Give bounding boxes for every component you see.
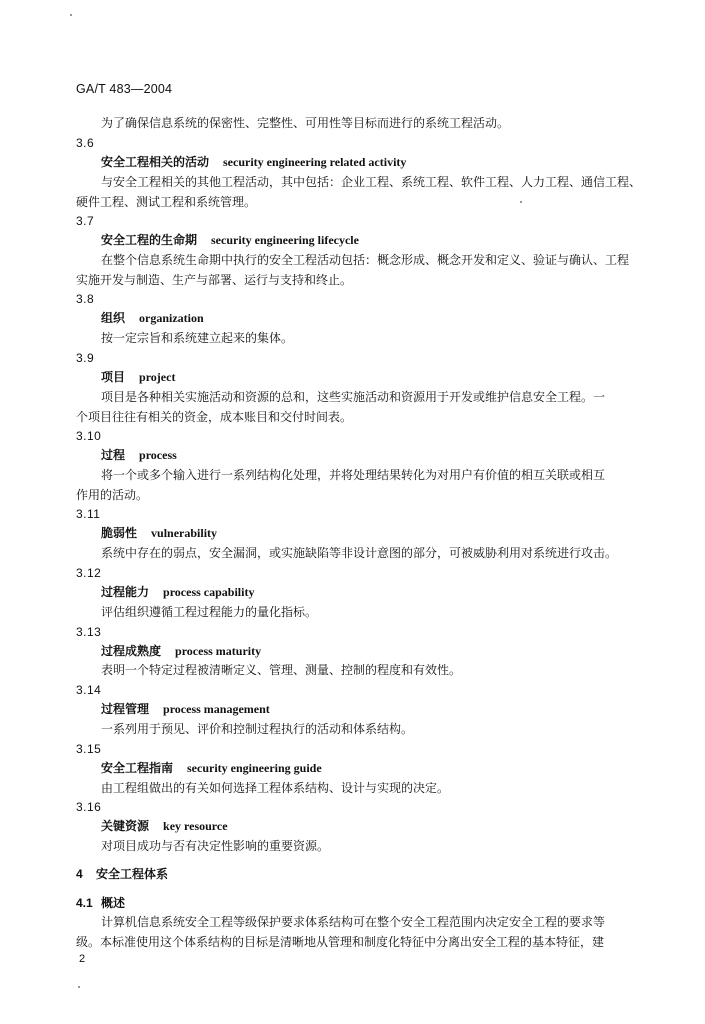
term-heading (101, 232, 359, 248)
term-zh: 过程成熟度 (101, 644, 162, 658)
subsection-number: 4.1 (76, 896, 93, 910)
definition-line: 由工程组做出的有关如何选择工程体系结构、设计与实现的决定。 (101, 781, 450, 795)
definition-line: 将一个或多个输入进行一系列结构化处理，并将处理结果转化为对用户有价值的相互关联或相互 (101, 468, 606, 482)
definition-line: 按一定宗旨和系统建立起来的集体。 (101, 331, 294, 345)
term-heading (101, 310, 204, 326)
definition-line: 个项目往往有相关的资金，成本账目和交付时间表。 (76, 410, 353, 424)
definition-line: 作用的活动。 (76, 488, 149, 502)
term-zh: 项目 (101, 370, 126, 384)
paragraph-line: 级。本标准使用这个体系结构的目标是清晰地从管理和制度化特征中分离出安全工程的基本特征，建 (76, 935, 605, 949)
definition-line: 硬件工程、测试工程和系统管理。 (76, 195, 257, 209)
clause-number: 3.6 (76, 136, 95, 150)
intro-line: 为了确保信息系统的保密性、完整性、可用性等目标而进行的系统工程活动。 (101, 116, 510, 130)
standard-code: GA/T 483—2004 (76, 82, 173, 96)
clause-number: 3.11 (76, 507, 101, 521)
term-heading (101, 525, 217, 541)
scan-speck (78, 986, 80, 988)
definition-line: 评估组织遵循工程过程能力的量化指标。 (101, 605, 318, 619)
clause-number: 3.10 (76, 429, 102, 443)
definition-line: 系统中存在的弱点，安全漏洞，或实施缺陷等非设计意图的部分，可被威胁利用对系统进行攻击。 (101, 546, 618, 560)
term-en: organization (139, 311, 204, 325)
term-en: project (139, 370, 176, 384)
scan-speck (520, 201, 522, 203)
term-en: security engineering guide (187, 761, 322, 775)
clause-number: 3.14 (76, 683, 102, 697)
term-heading (101, 154, 406, 170)
definition-line: 对项目成功与否有决定性影响的重要资源。 (101, 839, 330, 853)
definition-line: 一系列用于预见、评价和控制过程执行的活动和体系结构。 (101, 722, 414, 736)
section-heading (76, 866, 168, 882)
term-heading (101, 760, 322, 776)
term-zh: 过程管理 (101, 702, 150, 716)
definition-line: 项目是各种相关实施活动和资源的总和，这些实施活动和资源用于开发或维护信息安全工程。一 (101, 390, 606, 404)
term-en: process maturity (175, 644, 262, 658)
definition-line: 与安全工程相关的其他工程活动，其中包括：企业工程、系统工程、软件工程、人力工程、通信工程、 (101, 175, 642, 189)
clause-number: 3.13 (76, 625, 102, 639)
clause-number: 3.12 (76, 566, 102, 580)
term-en: process management (163, 702, 270, 716)
term-zh: 安全工程指南 (101, 761, 174, 775)
clause-number: 3.7 (76, 214, 95, 228)
definition-line: 实施开发与制造、生产与部署、运行与支持和终止。 (76, 273, 353, 287)
term-en: security engineering lifecycle (211, 233, 359, 247)
term-heading (101, 369, 175, 385)
term-en: process capability (163, 585, 255, 599)
clause-number: 3.9 (76, 351, 95, 365)
term-heading (101, 701, 270, 717)
term-zh: 脆弱性 (101, 526, 138, 540)
subsection-heading (76, 895, 125, 911)
clause-number: 3.15 (76, 742, 102, 756)
term-en: security engineering related activity (223, 155, 407, 169)
clause-number: 3.16 (76, 800, 102, 814)
section-title: 安全工程体系 (96, 867, 169, 881)
section-number: 4 (76, 867, 83, 881)
term-zh: 过程 (101, 448, 126, 462)
scan-speck (70, 14, 72, 16)
term-zh: 关键资源 (101, 819, 150, 833)
term-heading (101, 818, 228, 834)
page-number: 2 (79, 953, 86, 965)
term-zh: 安全工程的生命期 (101, 233, 198, 247)
subsection-title: 概述 (101, 896, 126, 910)
term-heading (101, 643, 261, 659)
definition-line: 表明一个特定过程被清晰定义、管理、测量、控制的程度和有效性。 (101, 663, 462, 677)
term-zh: 安全工程相关的活动 (101, 155, 210, 169)
term-en: key resource (163, 819, 228, 833)
term-zh: 组织 (101, 311, 126, 325)
term-heading (101, 584, 254, 600)
term-en: vulnerability (151, 526, 218, 540)
clause-number: 3.8 (76, 292, 95, 306)
term-heading (101, 447, 177, 463)
definition-line: 在整个信息系统生命期中执行的安全工程活动包括：概念形成、概念开发和定义、验证与确认、工程 (101, 253, 630, 267)
paragraph-line: 计算机信息系统安全工程等级保护要求体系结构可在整个安全工程范围内决定安全工程的要求等 (101, 915, 606, 929)
term-zh: 过程能力 (101, 585, 150, 599)
term-en: process (139, 448, 177, 462)
